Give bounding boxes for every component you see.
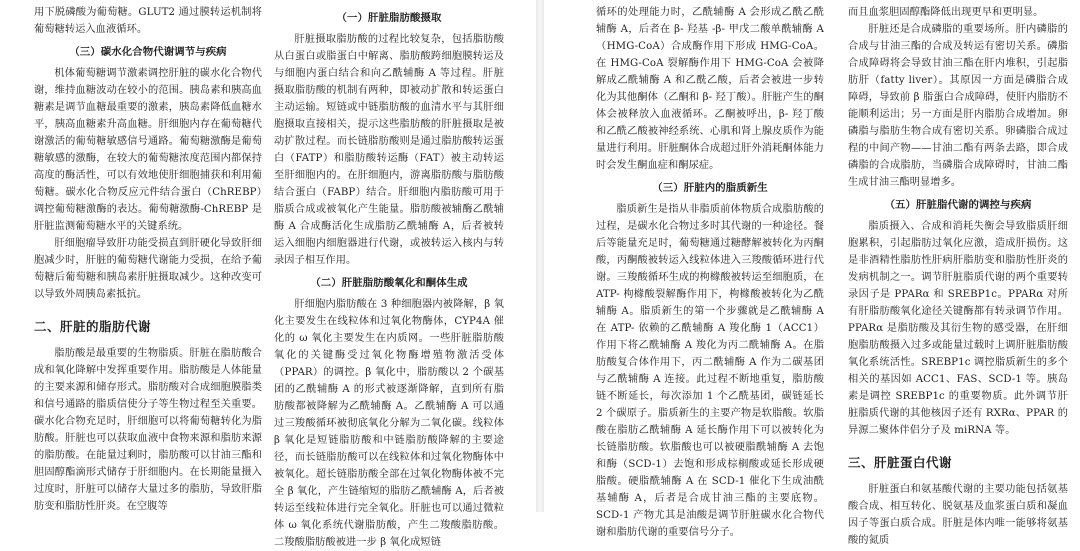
chapter-heading-protein-metabolism: 三、肝脏蛋白代谢 [848,455,953,470]
paragraph: 肝脏蛋白和氨基酸代谢的主要功能包括氨基酸合成、相互转化、脱氨基及血浆蛋白质和凝血因子等蛋白质合成。肝脏是体内唯一能够将氨基酸的氮质 [848,484,1068,546]
section-heading-lipogenesis: （三）肝脏内的脂质新生 [652,182,768,194]
paragraph: 肝细胞瘤导致肝功能受损直到肝硬化导致肝细胞减少时，肝脏的葡萄糖代谢能力受损，在给予葡萄糖后葡萄糖和胰岛素肝脏摄取减少。这种改变可以导致外周胰岛素抵抗。 [34,238,262,300]
left-page-column-1 [34,4,262,512]
page-gutter [536,0,544,512]
left-page-column-2 [274,4,504,548]
paragraph: 肝细胞内脂肪酸在 3 种细胞器内被降解，β 氧化主要发生在线粒体和过氧化物酶体，CYP4A 催化的 ω 氧化主要发生在内质网。一些肝脏脂肪酸氧化的关键酶受过氧化物酶增殖物激活受体（PPAR）的调控。β 氧化中，脂肪酸以 2 个碳基团的乙酰辅酶 A 的形式被逐渐降解，直到所有脂肪酸都被降解为乙酰辅酶 A。乙酰辅酶 A 可以通过三羧酸循环被彻底氧化分解为二氧化碳。线粒体 β 氧化是短链脂肪酸和中链脂肪酸降解的主要途径，而长链脂肪酸可以在线粒体和过氧化物酶体中被氧化。超长链脂肪酸全部在过氧化物酶体被不完全 β 氧化，产生链缩短的脂肪乙酰辅酶 A，后者被转运至线粒体进行完全氧化。肝脏也可以通过微粒体 ω 氧化系统代谢脂肪酸，产生二羧酸脂肪酸。二羧酸脂肪酸被进一步 β 氧化成短链 [274,299,504,548]
section-heading-lipid-regulation: （五）肝脏脂代谢的调控与疾病 [884,199,1032,211]
right-page-column-1 [596,4,824,538]
paragraph: 脂质摄入、合成和消耗失衡会导致脂质肝细胞累积，引起脂肪过氧化应激，造成肝损伤。这是非酒精性脂肪性肝病肝脂肪变和脂肪性肝炎的发病机制之一。调节肝脏脂质代谢的两个重要转录因子是 PPARα 和 SREBP1c。PPARα 对所有肝脂肪酸氧化途径关键酶都有转录调节作用。PPARα 是脂肪酸及其衍生物的感受器，在肝细胞脂肪酸摄入过多或能量过载时上调肝脏脂肪酸氧化系统活性。SREBP1c 调控脂质新生的多个相关的基因如 ACC1、FAS、SCD-1 等。胰岛素是调控 SREBP1c 的重要物质。此外调节肝脏脂质代谢的其他核因子还有 RXRα、PPAR 的异源二聚体伴侣分子及 miRNA 等。 [848,221,1068,436]
section-heading-oxidation-ketone: （二）肝脏脂肪酸氧化和酮体生成 [310,277,468,289]
paragraph: 脂肪酸是最重要的生物脂质。肝脏在脂肪酸合成和氧化降解中发挥重要作用。脂肪酸是人体能量的主要来源和储存形式。脂肪酸对合成细胞膜脂类和信号通路的脂质信使分子等生物过程至关重要。碳水化合物充足时，肝细胞可以将葡萄糖转化为脂肪酸。肝脏也可以获取血液中食物来源和脂肪来源的脂肪酸。在能量过剩时，脂肪酸可以甘油三酯和胆固醇酯滴形式储存于肝细胞内。在长期能量摄入过度时，肝脏可以储存大量过多的脂肪，导致肝脂肪变和脂肪性肝炎。在空腹等 [34,348,262,512]
paragraph: 肝脏还是合成磷脂的重要场所。肝内磷脂的合成与甘油三酯的合成及转运有密切关系。磷脂合成障碍将会导致甘油三酯在肝内堆积，引起脂肪肝（fatty liver）。其原因一方面是磷脂合成障碍，导致前 β 脂蛋白合成障碍，使肝内脂肪不能顺利运出；另一方面是肝内脂肪合成增加。卵磷脂与脂肪生物合成有密切关系。卵磷脂合成过程的中间产物——甘油二酯有两条去路，即合成磷脂的合成脂肪，当磷脂合成障碍时，甘油二酯生成甘油三酯明显增多。 [848,24,1068,188]
paragraph: 肝脏摄取脂肪酸的过程比较复杂，包括脂肪酸从白蛋白或脂蛋白中解离、脂肪酸跨细胞膜转运及与细胞内蛋白结合和向乙酰辅酶 A 等过程。肝脏摄取脂肪酸的机制有两种，即被动扩散和转运蛋白主动运输。短链或中链脂肪酸的血清水平与其肝细胞摄取直接相关，提示这些脂肪酸的肝脏摄取是被动扩散过程。而长链脂肪酸则是通过脂肪酸转运蛋白（FATP）和脂肪酸转运酶（FAT）被主动转运至肝细胞内的。在肝细胞内，游离脂肪酸与脂肪酸结合蛋白（FABP）结合。肝细胞内脂肪酸可用于脂质合成或被氧化产生能量。脂肪酸被辅酶乙酰辅酶 A 合成酶活化生成脂肪乙酰辅酶 A，后者被转运入细胞内细胞器进行代谢，或被转运入核内与转录因子相互作用。 [274,34,504,266]
paragraph: 机体葡萄糖调节激素调控肝脏的碳水化合物代谢，维持血糖波动在较小的范围。胰岛素和胰高血糖素是调节血糖最重要的激素，胰岛素降低血糖水平，胰高血糖素升高血糖。肝细胞内存在葡萄糖代谢激活的葡萄糖敏感信号通路。葡萄糖激酶是葡萄糖敏感的激酶，在较大的葡萄糖浓度范围内都保持高度的酶活性，可以有效地使肝细胞捕获和利用葡萄糖。碳水化合物反应元件结合蛋白（ChREBP）调控葡萄糖激酶的表达。葡萄糖激酶-ChREBP 是肝脏监测葡萄糖水平的关键系统。 [34,68,262,232]
paragraph: 脂质新生是指从非脂质前体物质合成脂肪酸的过程，是碳水化合物过多时其代谢的一种途径。餐后等能量充足时，葡萄糖通过糖酵解被转化为丙酮酸，丙酮酸被转运入线粒体进入三羧酸循环进行代谢。三羧酸循环生成的枸橼酸被转运至细胞质，在 ATP- 枸橼酸裂解酶作用下，枸橼酸被转化为乙酰辅酶 A。脂质新生的第一个步骤就是乙酰辅酶 A 在 ATP- 依赖的乙酰辅酶 A 羧化酶 1（ACC1）作用下将乙酰辅酶 A 羧化为丙二酰辅酶 A。在脂肪酸复合体作用下，丙二酰辅酶 A 作为二碳基团与乙酰辅酶 A 连接。此过程不断地重复，脂肪酸链不断延长，每次添加 1 个乙酰基团，碳链延长 2 个碳原子。脂质新生的主要产物是软脂酸。软脂酸在脂肪乙酰辅酶 A 延长酶作用下可以被转化为长链脂肪酸。软脂酸也可以被硬脂酰辅酶 A 去饱和酶（SCD-1）去饱和形成棕榈酸或延长形成硬脂酸。硬脂酰辅酶 A 在 SCD-1 催化下生成油酰基辅酶 A，后者是合成甘油三酯的主要底物。SCD-1 产物尤其是油酸是调节肝脏碳水化合物代谢和脂肪代谢的重要信号分子。 [596,204,824,538]
section-heading-carbohydrate-regulation: （三）碳水化合物代谢调节与疾病 [69,46,227,58]
paragraph: 而且血浆胆固醇酯降低出现更早和更明显。 [848,7,1044,18]
right-page-column-2 [848,4,1068,546]
paragraph: 用下脱磷酸为葡萄糖。GLUT2 通过膜转运机制将葡萄糖转运入血液循环。 [34,7,262,35]
section-heading-fatty-acid-uptake: （一）肝脏脂肪酸摄取 [336,12,442,24]
paragraph: 循环的处理能力时，乙酰辅酶 A 会形成乙酰乙酰辅酶 A，后者在 β- 羟基 -β- 甲戊二酸单酰辅酶 A（HMG-CoA）合成酶作用下形成 HMG-CoA。在 HMG-CoA 裂解酶作用下 HMG-CoA 会被降解成乙酰辅酶 A 和乙酰乙酸，后者会被进一步转化为其他酮体（乙酮和 β- 羟丁酸）。肝脏产生的酮体会被释放入血液循环。乙酮被呼出，β- 羟丁酸和乙酰乙酸被神经系统、心肌和肾上腺皮质作为能量进行利用。肝脏酮体合成超过肝外消耗酮体能力时会发生酮血症和酮尿症。 [596,7,824,171]
chapter-heading-lipid-metabolism: 二、肝脏的脂肪代谢 [34,319,152,334]
